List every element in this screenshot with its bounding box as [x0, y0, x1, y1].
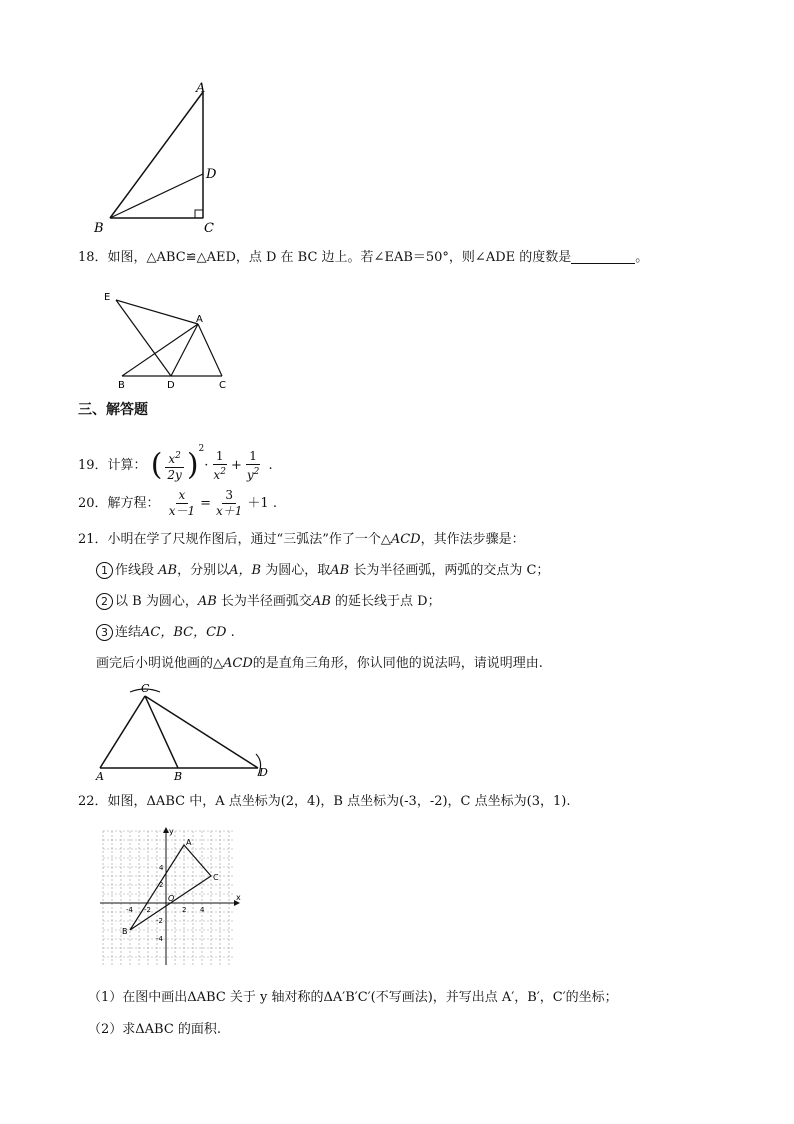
- question-21-intro: 21．小明在学了尺规作图后，通过“三弧法”作了一个△ACD，其作法步骤是：: [78, 532, 525, 547]
- fraction-3-over-x-plus-1: $\frac{3}{x+1}$: [216, 488, 243, 518]
- svg-text:C: C: [213, 873, 219, 882]
- question-number: 18．: [78, 250, 108, 265]
- label-A: A: [196, 314, 203, 325]
- svg-text:2: 2: [182, 906, 187, 914]
- question-21-step2: 2 以 B 为圆心，AB 长为半径画弧交AB 的延长线于点 D；: [96, 592, 441, 612]
- question-21-step1: 1 作线段 AB，分别以A，B 为圆心，取AB 长为半径画弧，两弧的交点为 C；: [96, 561, 549, 581]
- question-21-step3: 3 连结AC，BC，CD .: [96, 623, 235, 643]
- left-paren: (: [150, 447, 163, 483]
- label-C: C: [204, 221, 214, 236]
- svg-text:-2: -2: [144, 906, 151, 914]
- svg-text:y: y: [169, 827, 174, 836]
- question-number: 19．计算：: [78, 458, 147, 473]
- fraction-x-over-x-minus-1: $\frac{x}{x-1}$: [168, 488, 196, 518]
- svg-text:O: O: [168, 894, 175, 903]
- question-number: 20．解方程：: [78, 496, 160, 511]
- figure-q18-triangles: [100, 288, 240, 390]
- label-B: B: [94, 221, 104, 236]
- triangle-ABC: [130, 845, 211, 930]
- svg-text:4: 4: [159, 864, 164, 872]
- label-E: E: [104, 292, 111, 303]
- label-A: A: [196, 81, 206, 96]
- right-paren: ): [186, 447, 199, 483]
- svg-text:-2: -2: [156, 917, 163, 925]
- right-angle-mark: [195, 210, 203, 218]
- question-end: 。: [635, 250, 649, 265]
- question-20: 20．解方程： $\frac{x}{x-1}$ = $\frac{3}{x+1}$ ＋1 .: [78, 488, 277, 518]
- svg-text:B: B: [122, 927, 128, 936]
- question-22: 22．如图，ΔABC 中，A 点坐标为(2，4)，B 点坐标为(-3，-2)，C 点坐标为(3，1).: [78, 794, 571, 809]
- figure-q17-triangle: [90, 78, 230, 236]
- svg-text:x: x: [236, 893, 241, 902]
- segment-AB: [110, 92, 203, 218]
- label-C: C: [219, 380, 226, 390]
- label-D: D: [259, 766, 268, 779]
- svg-text:A: A: [186, 838, 192, 847]
- label-B: B: [174, 770, 183, 782]
- fraction-x2-over-2y: $\frac{x^2}{2y}$: [164, 449, 184, 483]
- label-C: C: [141, 682, 150, 695]
- svg-text:4: 4: [200, 906, 205, 914]
- answer-blank: [571, 249, 635, 264]
- label-D: D: [167, 380, 175, 390]
- question-text: 如图，△ABC≌△AED，点 D 在 BC 边上。若∠EAB＝50°，则∠ADE 的度数是: [107, 250, 572, 265]
- label-D: D: [206, 167, 217, 182]
- fraction-1-over-x2: $\frac{1}{x^2}$: [213, 448, 226, 482]
- svg-text:-4: -4: [126, 906, 133, 914]
- question-21-question: 画完后小明说他画的△ACD的是直角三角形，你认同他的说法吗，请说明理由.: [96, 656, 543, 671]
- figure-q22-grid: [98, 826, 244, 970]
- question-22-part2: （2）求ΔABC 的面积.: [88, 1022, 222, 1037]
- section-title: 三、解答题: [78, 402, 148, 418]
- fraction-1-over-y2: $\frac{1}{y^2}$: [246, 448, 260, 482]
- segment-BD: [110, 174, 203, 218]
- label-A: A: [96, 770, 104, 782]
- figure-q21-construction: [92, 682, 282, 782]
- question-19: 19．计算： ( $\frac{x^2}{2y}$ )$^2$· $\frac{1}{x^2}$ + $\frac{1}{y^2}$ .: [78, 444, 273, 483]
- label-B: B: [118, 380, 125, 390]
- svg-text:2: 2: [159, 881, 164, 889]
- svg-text:-4: -4: [156, 935, 163, 943]
- question-22-part1: （1）在图中画出ΔABC 关于 y 轴对称的ΔA′B′C′(不写画法)，并写出点 A′，B′，C′的坐标；: [88, 990, 618, 1005]
- question-18: [78, 248, 648, 268]
